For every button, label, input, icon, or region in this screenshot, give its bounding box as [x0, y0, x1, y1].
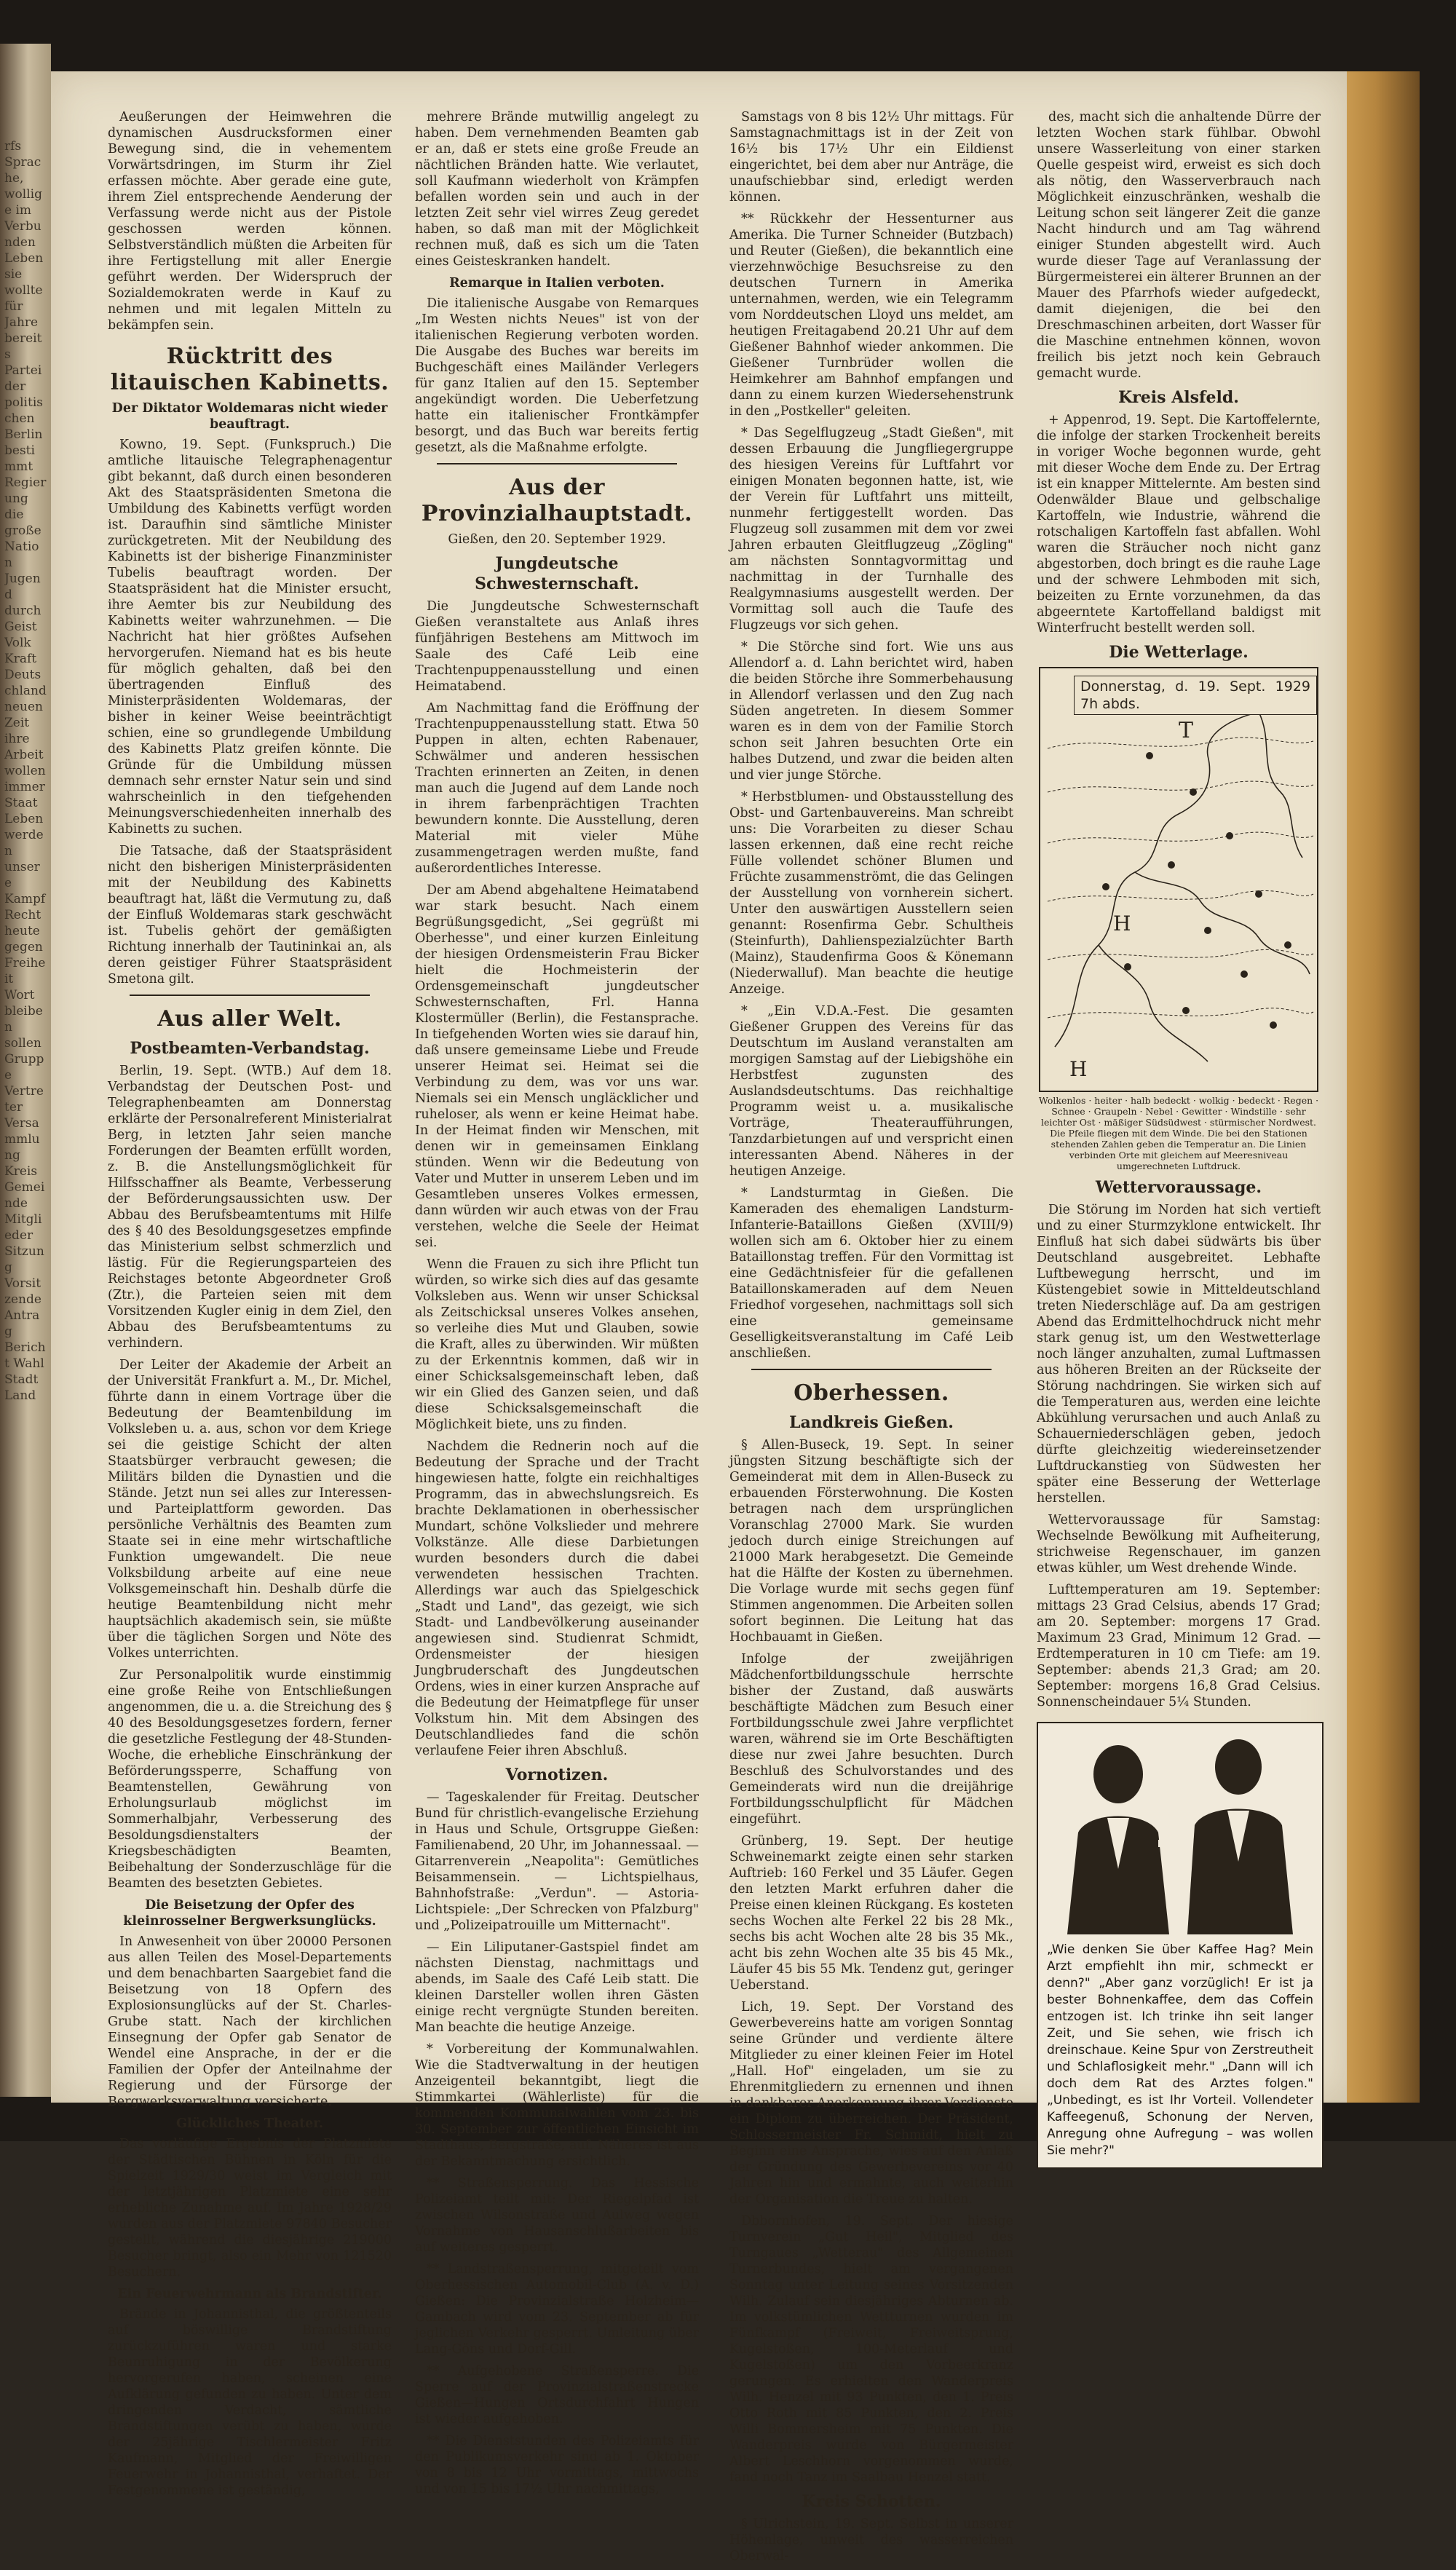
article-text: * Herbstblumen- und Obstausstellung des Obst- und Gartenbauvereins. Man schreibt uns: Die Vorarbeiten zu dieser Schau lassen erkennen, daß eine recht reiche Fülle vollendet schöner Blumen und Früchte zusammenströmt, die das Gelingen der Ausstellung von vornherein sichert. Unter den auswärtigen Ausstellern seien genannt: Rosenfirma Gebr. Schultheis (Steinfurth), Dahlienspezialzüchter Barth (Mainz), Staudenfirma Goos & Könemann (Niederwalluf). Man beachte die heutige Anzeige. [729, 790, 1013, 997]
article-text: Der Leiter der Akademie der Arbeit an der Universität Frankfurt a. M., Dr. Michel, führte dann in einem Vortrage über die Bedeutung der Beamtenbildung im Volksleben u. a. aus, schon vor dem Kriege sei die geistige Schicht der alten Staatsbürger verbraucht gewesen; die Militärs bilden die Dynastien und die Stände. Jetzt nun sei alles zur Interessen- und Parteiplattform geworden. Das persönliche Verhältnis des Beamten zum Staate sei in eine mehr wirtschaftliche Funktion umgewandelt. Die neue Volksbildung arbeite auf eine neue Volksgemeinschaft hin. Deshalb dürfe die heutige Beamtenbildung nicht mehr hauptsächlich akademisch sein, sie müßte über die täglichen Sorgen und Nöte des Volkes unterrichten. [108, 1358, 392, 1661]
article-text: Dbbornhofen, 19. Sept. Der hiesige Turnverein „Gut Heil", Mitglied des Turngaues „Wetterau" des Allgemeinen Turnerbundes, hielt am vergangenen Sonntag unter Leitung seines Vorsitzenden Wilh. Zulauf sein diesjähriges Abturnen ab. Im volkstümlichen Wettturnen wurden im Fünfkampf (Freiweit, Freiweitsprung, Kugelstoßen, 100-Meterlauf und Kugelstoßen) um den Vorbeerkranz gerungen. Es erhielten den Wanderpreis Wilh. Henzel mit 93 Punkten, den 1. Preis Otto Roth mit 85 Punkten, den 2. Preis Willi Bommersheim mit 75 Punkten. Die Wanderpreis wurde von Bürgermeister Albert Leschhorn vorgenommen wurde, fand noch Tanz im Saalbau Henzel statt. [729, 2214, 1013, 2485]
article-text: ** Aufgehobene Straßensperre. Die Sperre auf der Provinzialstraßenstrecke Gießen—Hungen Ortsdurchfahrt Hungen ist wieder aufgehoben. [415, 2364, 699, 2427]
column-4 [1037, 109, 1321, 2169]
article-text: Das vorläufige Ergebnis der Platzmiete der Städtischen Bühnen in Köln für die Spielzeit 1929/30 weist im Vergleich mit der letztjährigen Platzmiete eine sehr erhebliche Zunahme auf. Im Jahre 1928/29 wurden aus der Platzmiete 97840 Besucher gestellt, während die diesjährige 219000 Besucher bringt, also ein Mehr von 121520 Besuchern. [108, 2137, 392, 2280]
weather-map-legend: Wolkenlos · heiter · halb bedeckt · wolkig · bedeckt · Regen · Schnee · Graupeln · Nebel · Gewitter · Windstille · sehr leichter Ost · mäßiger Südsüdwest · stürmischer Nordwest. Die Pfeile fliegen mit dem Winde. Die bei den Stationen stehenden Zahlen geben die Temperatur an. Die Linien verbinden Orte mit gleichem auf Meeresniveau umgerechneten Luftdruck. [1038, 1095, 1319, 1171]
svg-text:H: H [1113, 912, 1131, 936]
article-text: Am Nachmittag fand die Eröffnung der Trachtenpuppenausstellung statt. Etwa 50 Puppen in alten, echten Rabenauer, Schwälmer und anderen hessischen Trachten erinnerten an Zeiten, in denen man auch die Jugend auf dem Lande noch in ihrem farbenprächtigen Trachten bewundern konnte. Die Ausstellung, deren Material mit vieler Mühe zusammengetragen werden mußte, fand außerordentliches Interesse. [415, 701, 699, 876]
article-text: Die Störung im Norden hat sich vertieft und zu einer Sturmzyklone entwickelt. Ihr Einfluß hat sich dabei südwärts bis über Deutschland ausgebreitet. Lebhafte Luftbewegung herrscht, und im Küstengebiet sowie in Mitteldeutschland treten Niederschläge auf. Da am gestrigen Abend das Erdmittelhochdruck nicht mehr stark genug ist, um den Westwetterlage noch länger anzuhalten, zumal Luftmassen aus höheren Breiten an der Rückseite der Störung nachdringen. Sie wirken sich auf die Temperaturen aus, werden eine leichte Abkühlung verursachen und auch Anlaß zu Schauerniederschlägen geben, jedoch dürfte gleichzeitig wiedereinsetzender Luftdruckanstieg von Südwesten her später eine Besserung der Wetterlage herstellen. [1037, 1203, 1321, 1506]
article-text: Wettervoraussage für Samstag: Wechselnde Bewölkung mit Aufheiterung, strichweise Regenschauer, im ganzen etwas kühler, um West drehende Winde. [1037, 1513, 1321, 1575]
subheadline: Vornotizen. [505, 1766, 609, 1784]
subheadline: Die Beisetzung der Opfer des kleinrosselner Bergwerksunglücks. [123, 1898, 376, 1929]
subheadline: Jungdeutsche Schwesternschaft. [475, 554, 639, 593]
ad-text: „Wie denken Sie über Kaffee Hag? Mein Arzt empfiehlt ihn mir, schmeckt er denn?" „Aber ganz vorzüglich! Er ist ja bester Bohnenkaffee, dem das Coffein entzogen ist. Ich trinke ihn seit langer Zeit, und Sie sehen, wie frisch ich dreinschaue. Keine Spur von Zerstreutheit und Schlaflosigkeit mehr." „Dann will ich doch dem Rat des Arztes folgen." „Unbedingt, es ist Ihr Vorteil. Vollendeter Kaffeegenuß, Schonung der Nerven, Anregung ohne Aufregung – was wollen Sie mehr?" [1047, 1942, 1313, 2158]
article-text: mehrere Brände mutwillig angelegt zu haben. Dem vernehmenden Beamten gab er an, daß er stets eine große Freude an nächtlichen Bränden hatte. Wie verlautet, soll Kaufmann wiederholt von Krämpfen befallen worden sein und auch in der letzten Zeit sehr viel wirres Zeug geredet haben, so daß man mit der Möglichkeit rechnen muß, daß es sich um die Taten eines Geisteskranken handelt. [415, 110, 699, 269]
subheadline: Kreis Schotten. [802, 2492, 941, 2511]
article-text: + Appenrod, 19. Sept. Die Kartoffelernte, die infolge der starken Trockenheit bereits in voriger Woche begonnen wurde, geht mit dieser Woche dem Ende zu. Der Ertrag ist ein knapper Mittelernte. Am besten sind Odenwälder Blaue und gelbschalige Kartoffeln, wie Industrie, während die rotschaligen Kartoffeln fast abfallen. Wohl waren die Sträucher noch nicht ganz abgestorben, doch bringt es die rauhe Lage und der schwere Lehmboden mit sich, beizeiten zu Ernte vorzunehmen, da das abgeerntete Kartoffelland baldigst mit Winterfrucht bestellt werden soll. [1037, 413, 1321, 636]
divider [130, 995, 370, 996]
article-text: ** Die Dienststunden des Polizeiamts für den Publikumsverkehr sind ab 1. Oktober von 8 bis 12 Uhr vormittags, mittwochs und von 15 bis 17½ Uhr nachmittags, [415, 2434, 699, 2496]
article-text: Wenn die Frauen zu sich ihre Pflicht tun würden, so wirke sich dies auf das gesamte Volksleben aus. Wenn wir unser Schicksal als Zeitschicksal unseres Volkes ansehen, so verleihe dies Mut und Glauben, sowie die Kraft, alles zu überwinden. Wir müßten zu der Erkenntnis kommen, daß wir in einer Schicksalsgemeinschaft leben, daß wir ein Glied des Ganzen seien, und daß diese Schicksalsgemeinschaft die Möglichkeit biete, uns zu finden. [415, 1257, 699, 1432]
article-text: * „Ein V.D.A.-Fest. Die gesamten Gießener Gruppen des Vereins für das Deutschtum im Ausland veranstalten am morgigen Samstag auf der Liebigshöhe ein Herbstfest zugunsten des Auslandsdeutschtums. Das reichhaltige Programm weist u. a. musikalische Vorträge, Theateraufführungen, Tanzdarbietungen auf und verspricht einen interessanten Abend. Näheres in der heutigen Anzeige. [729, 1004, 1013, 1179]
article-text: Lich, 19. Sept. Der Vorstand des Gewerbevereins hatte am vorigen Sonntag seine Gründer und verdiente ältere Mitglieder zu einer kleinen Feier im Hotel „Hall. Hof" eingeladen, um sie zu Ehrenmitgliedern zu ernennen und ihnen in dankbarer Anerkennung ihrer Verdienste ein Diplom zu überreichen. Der Präsident, Schlossermeister Fr. Schmidt, hielt zu Beginn eine Ansprache, wies auf den Anlaß der Gründung des Gewerbevereins vor 40 Jahren hin und ermahnte, auch weiterhin der Organisation die Treue zu halten. [729, 2000, 1013, 2207]
article-text: * Landsturmtag in Gießen. Die Kameraden des ehemaligen Landsturm-Infanterie-Bataillons Gießen (XVIII/9) wollen sich am 6. Oktober hier zu einem Bataillonstag treffen. Für den Vormittag ist eine Gedächtnisfeier für die gefallenen Bataillonskameraden auf dem Neuen Friedhof vorgesehen, nachmittags soll sich eine gemeinsame Geselligkeitsveranstaltung im Café Leib anschließen. [729, 1186, 1013, 1361]
article-text: Nachdem die Rednerin noch auf die Bedeutung der Sprache und der Tracht hingewiesen hatte, folgte ein reichhaltiges Programm, das in abwechslungsreich. Es brachte Deklamationen in oberhessischer Mundart, schöne Volkslieder und mehrere Volkstänze. Alle diese Darbietungen wurden besonders durch die dabei verwendeten hessischen Trachten. Allerdings war auch das Spielgeschick „Stadt und Land", das gezeigt, wie sich Stadt- und Landbevölkerung auseinander angewiesen sind. Studienrat Schmidt, Ordensmeister der hiesigen Jungbruderschaft des Jungdeutschen Ordens, wies in einer kurzen Ansprache auf die Bedeutung der Heimatpflege für unser Volkstum hin. Mit dem Absingen des Deutschlandliedes fand die schön verlaufene Feier ihren Abschluß. [415, 1439, 699, 1758]
subheadline: Kreis Alsfeld. [1118, 388, 1239, 407]
subheadline: Postbeamten-Verbandstag. [130, 1039, 370, 1058]
headline-oberhessen: Oberhessen. [794, 1380, 949, 1406]
subheadline: Der Diktator Woldemaras nicht wieder beauftragt. [111, 401, 388, 432]
article-text: Berlin, 19. Sept. (WTB.) Auf dem 18. Verbandstag der Deutschen Post- und Telegraphenbeamten am Donnerstag erklärte der Personalreferent Ministerialrat Berg, in letzten Jahr seien manche Forderungen der Beamten erfüllt worden, z. B. die Anstellungsmöglichkeit für Hilfsschaffner als Beamte, Verbesserung der Beförderungsaussichten usw. Der Abbau des Berufsbeamtentums mit Hilfe des § 40 des Besoldungsgesetzes empfinde das Ministerium selbst schmerzlich und lästig. Für die Regierungsparteien des Reichstages betonte Abgeordneter Groß (Ztr.), die Parteien seien mit dem Vorsitzenden Kugler einig in dem Ziel, den Abbau des Berufsbeamtentums zu verhindern. [108, 1064, 392, 1351]
article-text: Lufttemperaturen am 19. September: mittags 23 Grad Celsius, abends 17 Grad; am 20. September: morgens 17 Grad. Maximum 23 Grad, Minimum 12 Grad. — Erdtemperaturen in 10 cm Tiefe: am 19. September: abends 21,3 Grad; am 20. September: morgens 16,8 Grad Celsius. Sonnenscheindauer 5¼ Stunden. [1037, 1583, 1321, 1709]
article-text: ** Rückkehr der Hessenturner aus Amerika. Die Turner Schneider (Butzbach) und Reuter (Gießen), die bekanntlich eine vierzehnwöchige Besuchsreise zu den deutschen Turnern in Amerika unternahmen, werden, wie ein Telegramm vom Norddeutschen Lloyd uns meldet, am heutigen Freitagabend 20.21 Uhr auf dem Gießener Bahnhof wieder ankommen. Die Gießener Turnbrüder wollen die Heimkehrer am Bahnhof empfangen und dann zu einem kurzen Wiedersehenstrunk in den „Postkeller" geleiten. [729, 212, 1013, 419]
article-text: Samstags von 8 bis 12½ Uhr mittags. Für Samstagnachmittags ist in der Zeit von 16½ bis 17½ Uhr ein Eildienst eingerichtet, bei dem aber nur Anträge, die unaufschiebbar sind, erledigt werden können. [729, 110, 1013, 205]
article-text: Die Jungdeutsche Schwesternschaft Gießen veranstaltete aus Anlaß ihres fünfjährigen Bestehens am Mittwoch im Saale des Café Leib eine Trachtenpuppenausstellung und einen Heimatabend. [415, 599, 699, 694]
article-text: — Ein Liliputaner-Gastspiel findet am nächsten Dienstag, nachmittags und abends, im Saale des Café Leib statt. Die kleinen Darsteller wollen ihren Gästen einige recht vergnügte Stunden bereiten. Man beachte die heutige Anzeige. [415, 1940, 699, 2035]
article-text: Der am Abend abgehaltene Heimatabend war stark besucht. Nach einem Begrüßungsgedicht, „Sei gegrüßt mi Oberhesse", und einer kurzen Einleitung der hiesigen Ordensmeisterin Frau Bicker hielt die Hochmeisterin der Ordensgemeinschaft jungdeutscher Schwesternschaften, Frl. Hanna Klostermüller (Berlin), die Festansprache. In tiefgehenden Worten wies sie darauf hin, daß unsere gemeinsame Liebe und Freude unserer Heimat sei. Heimat sei die Verbindung zu dem, was vor uns war. Niemals sei ein Mensch ungläcklicher und ruheloser, als wenn er keine Heimat habe. In der Heimat finden wir Menschen, mit denen wir in gemeinsamen Einklang stünden. Wenn wir die Bedeutung von Vater und Mutter in unserem Leben und im Gesamtleben unseres Volkes ermessen, dann würden wir auch etwas von der Frau verstehen, welche die Seele der Heimat sei. [415, 883, 699, 1250]
article-text: Die italienische Ausgabe von Remarques „Im Westen nichts Neues" ist von der italienischen Regierung verboten worden. Die Ausgabe des Buches war bereits im Buchgeschäft eines Mailänder Verlegers für ganz Italien auf den 15. September angekündigt worden. Die Ueberfetzung hatte ein italienischer Frontkämpfer besorgt, und das Buch war bereits fertig gesetzt, als die Maßnahme erfolgte. [415, 296, 699, 455]
column-2 [415, 109, 699, 2503]
column-1 [108, 109, 392, 2504]
spine-text: rfs Sprache, wollige im Verbunden Leben sie wollte für Jahre bereits Partei der politischen Berlin bestimmt Regierung die große Nation Jugend durch Geist Volk Kraft Deutschland neuen Zeit ihre Arbeit wollen immer Staat Leben werden unsere Kampf Recht heute gegen Freiheit Wort bleiben sollen Gruppe Vertreter Versammlung Kreis Gemeinde Mitglieder Sitzung Vorsitzende Antrag Bericht Wahl Stadt Land [4, 139, 47, 1403]
article-text: — Tageskalender für Freitag. Deutscher Bund für christlich-evangelische Erziehung in Haus und Schule, Ortsgruppe Gießen: Familienabend, 20 Uhr, im Johannessaal. — Gitarrenverein „Neapolita": Gemütliches Beisammensein. — Lichtspielhaus, Bahnhofstraße: „Verdun". — Astoria-Lichtspiele: „Der Schrecken von Pfalzburg" und „Polizeipatrouille um Mitternacht". [415, 1790, 699, 1933]
binding-edge [1347, 71, 1420, 2103]
article-text: In Anwesenheit von über 20000 Personen aus allen Teilen des Mosel-Departements und dem benachbarten Saargebiet fand die Beisetzung von 18 Opfern des Explosionsunglücks auf der St. Charles-Grube statt. Nach der kirchlichen Einsegnung der Opfer gab Senator de Wendel eine Ansprache, in der er die Familien der Opfer der Anteilnahme der Regierung und der Fürsorge der Bergwerksverwaltung versicherte. [108, 1934, 392, 2109]
article-text: * Die Störche sind fort. Wie uns aus Allendorf a. d. Lahn berichtet wird, haben die beiden Störche ihre Sommerbehausung in Allendorf verlassen und den Zug nach Süden angetreten. In diesem Sommer waren es in dem von der Familie Storch schon seit Jahren besuchten Orte ein halbes Dutzend, und zwar die beiden alten und vier junge Störche. [729, 640, 1013, 783]
divider [751, 1369, 992, 1370]
subheadline: Glückliches Theater. [176, 2116, 323, 2131]
subheadline: Remarque in Italien verboten. [449, 276, 665, 290]
divider [437, 463, 677, 464]
article-text: * Vorbereitung der Kommunalwahlen. Wie die Stadtverwaltung in der heutigen Anzeigenteil bekanntgibt, liegt die Stimmkartei (Wählerliste) für die kommenden Kommunalwahlen vom 23. bis 30. September zur öffentlichen Einsicht im Stadthaus, Bergstraße, auf. Näheres ist aus der Bekanntmachung ersichtlich. [415, 2042, 699, 2169]
subheadline: Wettervoraussage. [1095, 1178, 1262, 1197]
coffee-advertisement [1037, 1722, 1324, 2169]
dateline: Gießen, den 20. September 1929. [448, 532, 666, 547]
weather-map-title: Donnerstag, d. 19. Sept. 1929 7h abds. [1074, 676, 1317, 715]
left-page-spine [0, 44, 51, 2097]
article-text: * Das Segelflugzeug „Stadt Gießen", mit dessen Erbauung die Jungfliegergruppe des hiesigen Vereins für Luftfahrt vor einigen Monaten begonnen hatte, ist, wie der Verein für Luftfahrt uns mitteilt, nunmehr fertiggestellt worden. Das Flugzeug soll zusammen mit dem vor zwei Jahren erbauten Gleitflugzeug „Zögling" am nächsten Sonntagvormittag und nachmittag in der Turnhalle des Realgymnasiums ausgestellt werden. Der Vormittag soll auch die Taufe des Flugzeugs vor sich gehen. [729, 426, 1013, 633]
article-text: Zur Personalpolitik wurde einstimmig eine große Reihe von Entschließungen angenommen, die u. a. die Streichung des § 40 des Besoldungsgesetzes fordern, ferner die gesetzliche Festlegung der 48-Stunden-Woche, die erhebliche Einschränkung der Beförderungssperre, Schaffung von Beamtenstellen, Gewährung von Erholungsurlaub möglichst im Sommerhalbjahr, Verbesserung des Besoldungsdienstalters der Kriegsbeschädigten Beamten, Beibehaltung der Sonderzuschläge für die Beamten des besetzten Gebietes. [108, 1668, 392, 1891]
article-text: Infolge der zweijährigen Mädchenfortbildungsschule herrschte bisher der Zustand, daß auswärts beschäftigte Mädchen zum Besuch einer Fortbildungsschule zwei Jahre verpflichtet waren, während sie im Orte Beschäftigten diese nur zwei Jahre besuchten. Durch Beschluß des Schulvorstandes und des Gemeinderats wird nun die dreijährige Fortbildungsschulpflicht für Mädchen eingeführt. [729, 1652, 1013, 1827]
subheadline: Ein Feuerwehrmann als Brandstifter. [117, 2287, 382, 2301]
weather-map [1039, 667, 1318, 1092]
article-text: ** Straßensperrung. Das Hessische Polizeiamt teilt mit: Der Riegelpfad ist zwischen Wilsonstraße und Aulweg wegen Vornahme von Hausanschlußarbeiten bis auf weiteres gesperrt. [415, 2176, 699, 2255]
headline-lithuania: Rücktritt des litauischen Kabinetts. [110, 344, 389, 395]
column-3 [729, 109, 1013, 2570]
article-text: Brände in Johannisthal, die größtenteils auf böswillige Brandstiftung zurückzuführen waren und starke Beunruhigung in der Bevölkerung hervorgerufen haben, scheinen eine Aufklärung gefunden zu haben. Unter dem dringenden Verdacht, sämtliche Brandstiftungen verübt zu haben, wurde der 25jährige Tischlermeister Fritz Kaufmann, Mitglied der Freiwilligen Feuerwehr in Johannisthal, verhaftet. Der Festgenommene ist geständig, [108, 2307, 392, 2498]
weather-map-drawing [1040, 668, 1317, 1091]
headline-weather: Die Wetterlage. [1109, 643, 1249, 662]
ad-illustration [1038, 1723, 1319, 1934]
svg-text:T: T [1179, 718, 1194, 743]
article-text: § Ulrichstein, 19. Sept. Selbst in unserer Höhenlage, unweit des wasserreichen Oberwal- [729, 2517, 1013, 2563]
headline-province: Aus der Provinzialhauptstadt. [421, 475, 693, 526]
article-text: Kowno, 19. Sept. (Funkspruch.) Die amtliche litauische Telegraphenagentur gibt bekannt, daß durch einen besonderen Akt des Staatspräsidenten Smetona die Umbildung des Kabinetts verfügt worden ist. Daraufhin sind sämtliche Minister zurückgetreten. Mit der Neubildung des Kabinetts ist der bisherige Finanzminister Tubelis beauftragt worden. Der Staatspräsident hat die Minister ersucht, ihre Aemter bis zur Neubildung des Kabinetts weiter wahrzunehmen. — Die Nachricht hat hier größtes Aufsehen hervorgerufen. Niemand hat es bis heute für möglich gehalten, daß bei den übertragenden Einfluß des Ministerpräsidenten Woldemaras, der bisher in keiner Weise beeinträchtigt schien, eine so grundlegende Umbildung des Kabinetts Platz greifen könnte. Die Gründe für die Umbildung müssen demnach sehr ernster Natur sein und sind wahrscheinlich in den tiefgehenden Meinungsverschiedenheiten innerhalb des Kabinetts zu suchen. [108, 438, 392, 837]
subheadline: Landkreis Gießen. [789, 1413, 954, 1432]
article-text: § Allen-Buseck, 19. Sept. In seiner jüngsten Sitzung beschäftigte sich der Gemeinderat mit dem in Allen-Buseck zu erbauenden Försterwohnung. Die Kosten betragen nach dem ursprünglichen Voranschlag 27000 Mark. Sie wurden jedoch durch einige Streichungen auf 21000 Mark herabgesetzt. Die Gemeinde hat die Hälfte der Kosten zu übernehmen. Die Vorlage wurde mit sechs gegen fünf Stimmen angenommen. Die Arbeiten sollen sofort beginnen. Die Leitung hat das Hochbauamt in Gießen. [729, 1438, 1013, 1645]
headline-world: Aus aller Welt. [157, 1006, 342, 1032]
article-text: Grünberg, 19. Sept. Der heutige Schweinemarkt zeigte einen sehr starken Auftrieb: 160 Ferkel und 35 Läufer. Gegen den letzten Markt erfuhren daher die Preise einen kleinen Rückgang. Es kosteten sechs Wochen alte Ferkel 22 bis 28 Mk., sechs bis acht Wochen alte 28 bis 35 Mk., acht bis zehn Wochen alte 35 bis 45 Mk., Läufer 45 bis 55 Mk. Tendenz gut, geringer Ueberstand. [729, 1834, 1013, 1993]
article-text: Die Tatsache, daß der Staatspräsident nicht den bisherigen Ministerpräsidenten mit der Neubildung des Kabinetts beauftragt hat, läßt die Vermutung zu, daß der Einfluß Woldemaras stark geschwächt ist. Tubelis gehört der gemäßigten Richtung innerhalb der Tautininkai an, als deren geistiger Führer Staatspräsident Smetona gilt. [108, 844, 392, 987]
svg-text:H: H [1069, 1057, 1088, 1081]
article-text: des, macht sich die anhaltende Dürre der letzten Wochen stark fühlbar. Obwohl unsere Wasserleitung von einer starken Quelle gespeist wird, erweist es sich doch als nötig, den Wasserverbrauch nach Möglichkeit einzuschränken, weshalb die Leitung schon seit längerer Zeit die ganze Nacht hindurch und am Tag während einiger Stunden abgestellt wird. Auch wurde dieser Tage auf Veranlassung der Bürgermeisterei ein älterer Brunnen an der Mauer des Pfarrhofs wieder aufgedeckt, damit diejenigen, die bei den Dreschmaschinen arbeiten, dort Wasser für die Maschine entnehmen können, wovon freilich bis jetzt noch kein Gebrauch gemacht wurde. [1037, 110, 1321, 381]
article-text: ** Landstraßensperrung, mitgeteilt vom Oberhessischen Automobil-Club (A. v. D.) Gießen: Die Provinzialstraße Holzheim—Gambach wird vom 23. September ab für jeglichen Verkehr gesperrt. Umleitung über Lang-Göns und Dorf-Gill. [415, 2262, 699, 2357]
article-text: Aeußerungen der Heimwehren die dynamischen Ausdrucksformen einer Bewegung sind, die in vehementem Vorwärtsdringen, im Sturm ihr Ziel erfassen möchte. Aber gerade eine gute, ihrem Ziel entsprechende Aenderung der Verfassung werde nicht aus der Pistole geschossen werden können. Selbstverständlich müßten die Arbeiten für ihre Fertigstellung mit aller Energie geführt werden. Der Widerspruch der Sozialdemokraten werde in Kauf zu nehmen und mit legalen Mitteln zu bekämpfen sein. [108, 110, 392, 333]
